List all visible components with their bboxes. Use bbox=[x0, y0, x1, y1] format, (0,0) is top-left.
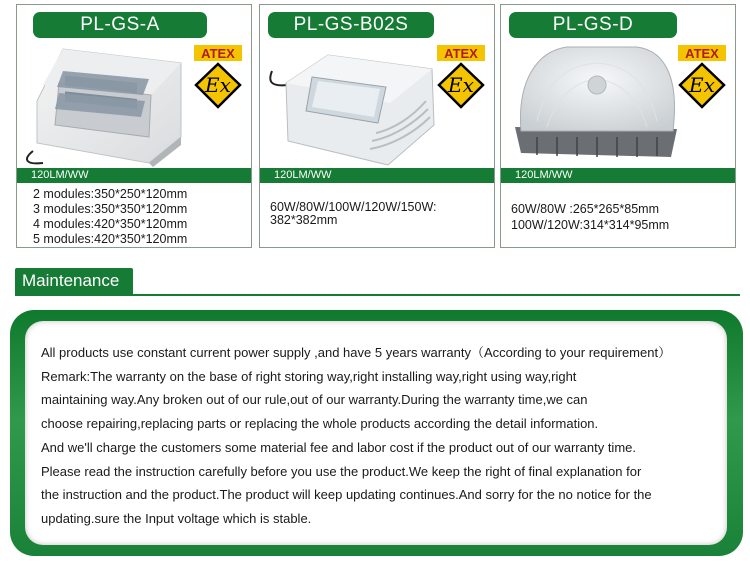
product-card-pl-gs-b02s bbox=[259, 4, 495, 248]
lumen-label: 120LM/WW bbox=[17, 168, 251, 183]
text-line: choose repairing,replacing parts or replacing the whole products according the detail information. bbox=[41, 416, 599, 432]
spec-line: 100W/120W:314*314*95mm bbox=[511, 218, 670, 232]
lumen-label: 120LM/WW bbox=[501, 168, 735, 183]
maintenance-text-box bbox=[25, 321, 727, 545]
product-image bbox=[266, 41, 442, 167]
text-line: Remark:The warranty on the base of right storing way,right installing way,right using way,right bbox=[41, 368, 577, 384]
spec-line: 382*382mm bbox=[270, 213, 338, 227]
spec-line: 60W/80W/100W/120W/150W: bbox=[270, 200, 437, 214]
product-title: PL-GS-A bbox=[33, 12, 207, 38]
svg-text:ATEX: ATEX bbox=[444, 46, 478, 61]
spec-line: 60W/80W :265*265*85mm bbox=[511, 202, 659, 216]
text-line: Please read the instruction carefully before you use the product.We keep the right of final explanation for bbox=[41, 463, 642, 479]
spec-list bbox=[270, 201, 437, 227]
spec-list bbox=[33, 187, 187, 247]
product-image bbox=[507, 41, 683, 167]
maintenance-panel bbox=[10, 310, 743, 556]
atex-ex-icon bbox=[193, 44, 243, 110]
product-card-pl-gs-a bbox=[16, 4, 252, 248]
atex-ex-icon bbox=[436, 44, 486, 110]
lumen-label: 120LM/WW bbox=[260, 168, 494, 183]
product-card-pl-gs-d bbox=[500, 4, 736, 248]
spec-line: 5 modules:420*350*120mm bbox=[33, 232, 188, 246]
maintenance-heading: Maintenance bbox=[15, 268, 133, 294]
text-line: maintaining way.Any broken out of our rule,out of our warranty.During the warranty time,we can bbox=[41, 392, 588, 408]
product-title: PL-GS-B02S bbox=[268, 12, 434, 38]
spec-line: 3 modules:350*350*120mm bbox=[33, 202, 188, 216]
svg-text:Ex: Ex bbox=[205, 73, 231, 97]
product-title: PL-GS-D bbox=[509, 12, 677, 38]
text-line: updating.sure the Input voltage which is stable. bbox=[41, 510, 312, 526]
svg-text:ATEX: ATEX bbox=[685, 46, 719, 61]
text-line: the instruction and the product.The product will keep updating continues.And sorry for the no notice for the bbox=[41, 487, 652, 503]
spec-list bbox=[511, 201, 669, 233]
text-line: All products use constant current power supply ,and have 5 years warranty（According to your requirement） bbox=[41, 345, 672, 360]
svg-text:ATEX: ATEX bbox=[201, 46, 235, 61]
text-line: And we'll charge the customers some material fee and labor cost if the product out of our warranty time. bbox=[41, 439, 636, 455]
svg-text:Ex: Ex bbox=[689, 73, 715, 97]
product-image bbox=[23, 41, 199, 167]
warranty-paragraph bbox=[41, 341, 731, 531]
spec-line: 2 modules:350*250*120mm bbox=[33, 187, 188, 201]
spec-line: 4 modules:420*350*120mm bbox=[33, 217, 188, 231]
atex-ex-icon bbox=[677, 44, 727, 110]
section-divider bbox=[15, 294, 740, 296]
svg-text:Ex: Ex bbox=[448, 73, 474, 97]
